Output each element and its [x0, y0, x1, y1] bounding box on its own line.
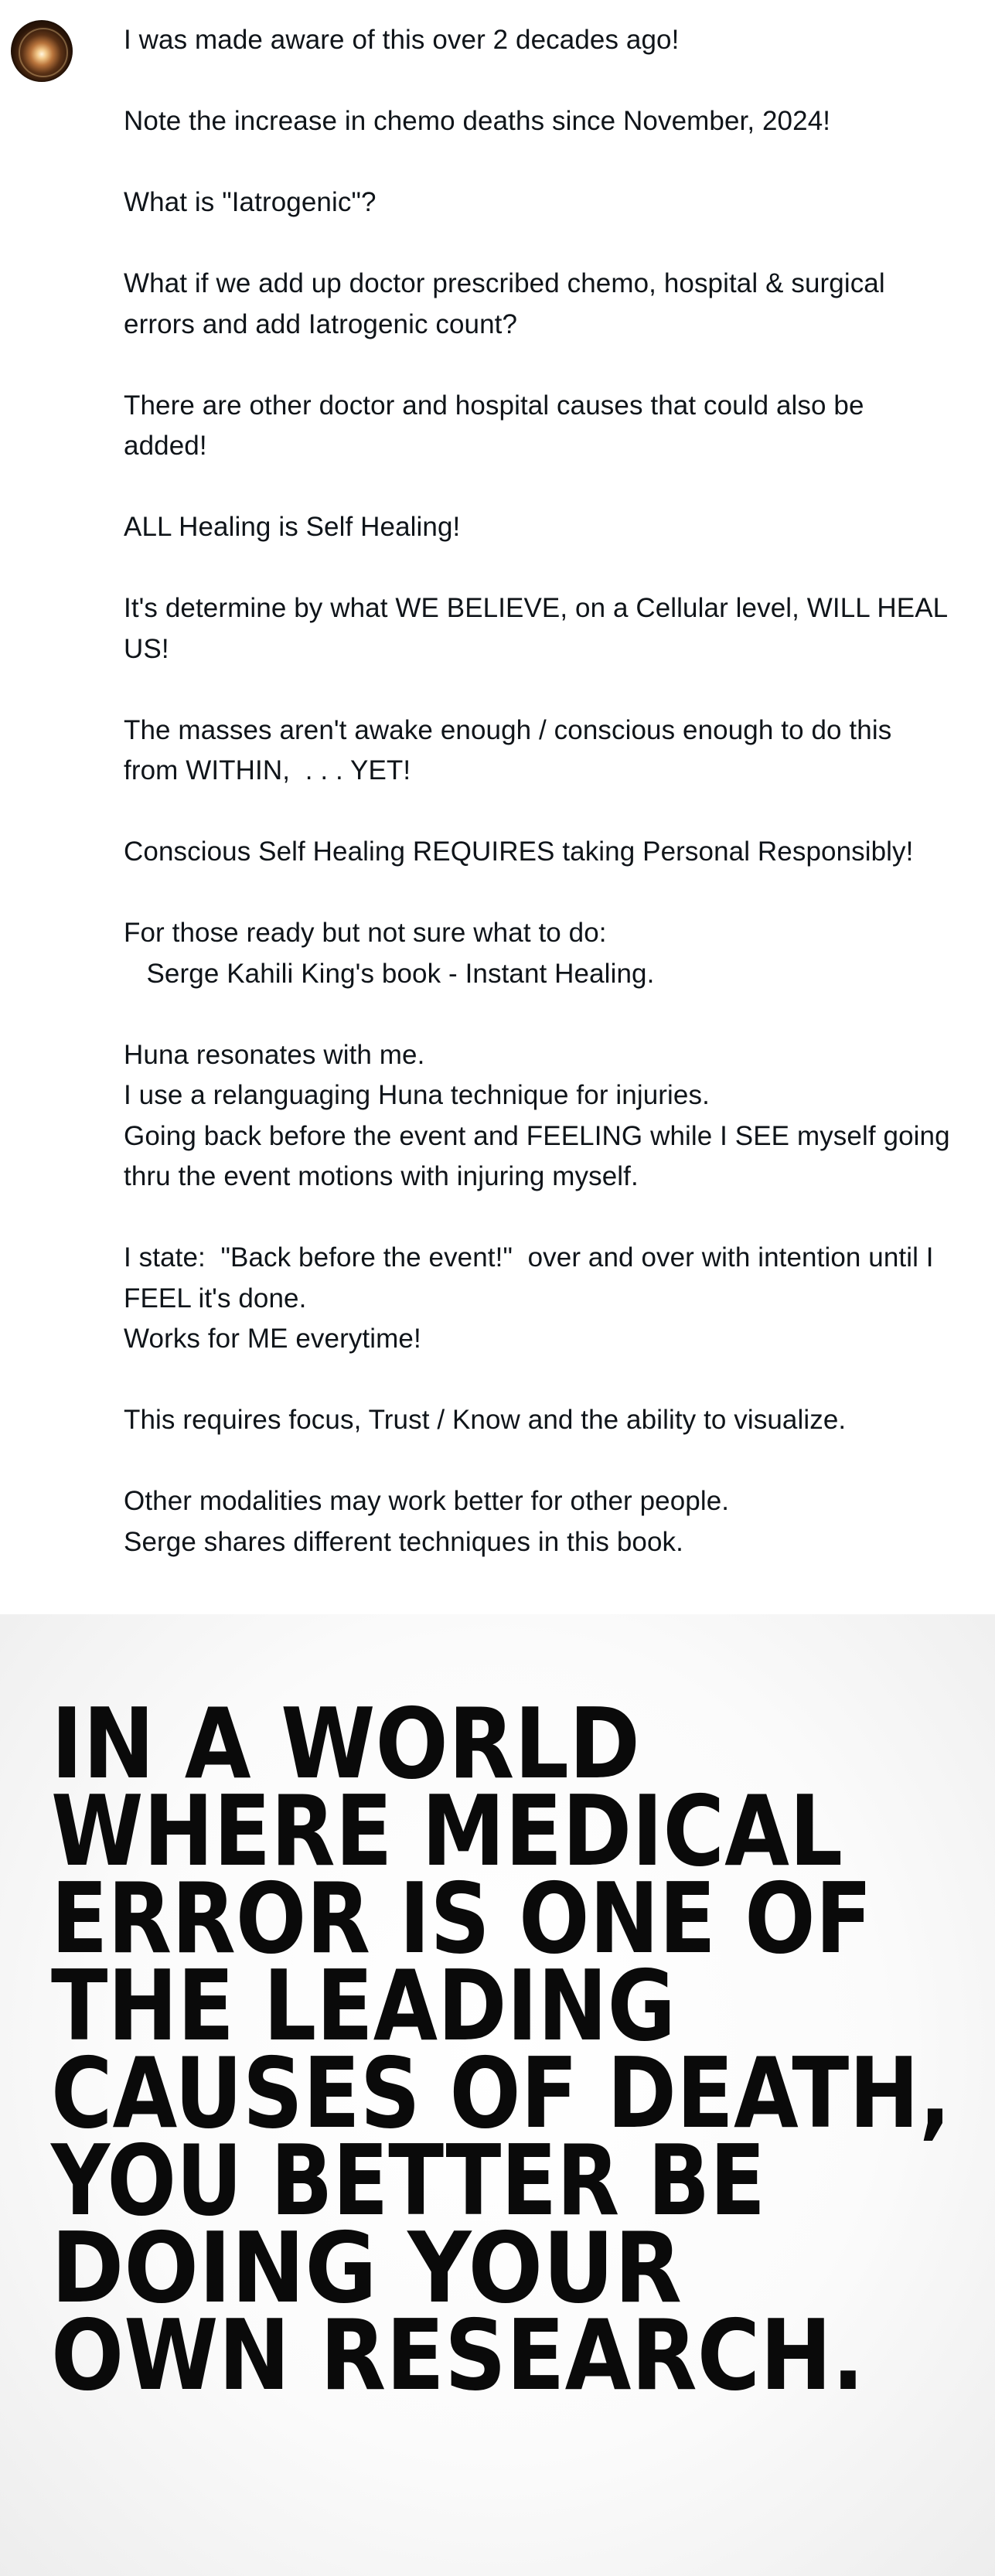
post-paragraph	[124, 182, 974, 223]
post-paragraph	[124, 588, 974, 670]
post-text-line: thru the event motions with injuring myself.	[124, 1161, 639, 1191]
post-body	[124, 20, 974, 1562]
post-paragraph	[124, 913, 974, 994]
meme-text-line: YOU BETTER BE	[49, 2124, 765, 2237]
post-text-line: Note the increase in chemo deaths since November, 2024!	[124, 106, 831, 136]
post-text-line: For those ready but not sure what to do:	[124, 918, 607, 948]
post-paragraph	[124, 1400, 974, 1441]
post-text-line: I state: "Back before the event!" over and over with intention until I	[124, 1242, 934, 1273]
post-text-line: added!	[124, 431, 207, 461]
post-text-line: Serge shares different techniques in this book.	[124, 1526, 683, 1557]
post-paragraph	[124, 507, 974, 548]
post-text-line: The masses aren't awake enough / conscious enough to do this	[124, 714, 892, 745]
post-paragraph	[124, 832, 974, 873]
post-text-line: FEEL it's done.	[124, 1283, 307, 1314]
post-image[interactable]	[0, 1614, 995, 2576]
meme-image	[0, 1614, 995, 2576]
post-text-line: errors and add Iatrogenic count?	[124, 308, 518, 339]
post-text-line: What if we add up doctor prescribed chemo, hospital & surgical	[124, 268, 885, 298]
post-text-line: from WITHIN, . . . YET!	[124, 755, 411, 785]
post-paragraph	[124, 20, 974, 61]
post-paragraph	[124, 386, 974, 467]
post-text-line: Works for ME everytime!	[124, 1324, 421, 1354]
post-paragraph	[124, 1481, 974, 1562]
meme-text-line: IN A WORLD	[51, 1687, 640, 1801]
meme-text-line: DOING YOUR	[51, 2211, 682, 2325]
post-text-line: Conscious Self Healing REQUIRES taking Personal Responsibly!	[124, 837, 914, 867]
post-text-line: Other modalities may work better for other people.	[124, 1486, 730, 1516]
meme-text-line: ERROR IS ONE OF	[51, 1862, 872, 1975]
meme-text-line: CAUSES OF DEATH,	[51, 2036, 951, 2150]
post-text-line: Going back before the event and FEELING while I SEE myself going	[124, 1120, 950, 1151]
meme-text-line: WHERE MEDICAL	[51, 1774, 843, 1888]
post-text-line: Huna resonates with me.	[124, 1039, 425, 1070]
post-text-line: What is "Iatrogenic"?	[124, 187, 377, 217]
post-text-line: ALL Healing is Self Healing!	[124, 512, 461, 542]
post-text-line: There are other doctor and hospital causes that could also be	[124, 390, 864, 421]
post-text-line: It's determine by what WE BELIEVE, on a Cellular level, WILL HEAL	[124, 593, 949, 623]
post-text-line: US!	[124, 633, 169, 664]
post-paragraph	[124, 1238, 974, 1360]
post-text-line: I was made aware of this over 2 decades ago!	[124, 25, 680, 55]
post-paragraph	[124, 710, 974, 792]
post-paragraph	[124, 101, 974, 142]
post-text-line: Serge Kahili King's book - Instant Healing.	[124, 958, 655, 989]
avatar-glow	[19, 28, 68, 77]
post-paragraph	[124, 1035, 974, 1198]
avatar[interactable]	[11, 20, 73, 82]
post-paragraph	[124, 264, 974, 345]
meme-text-line: OWN RESEARCH.	[51, 2298, 864, 2412]
meme-text-line: THE LEADING	[51, 1949, 676, 2063]
post-text-line: I use a relanguaging Huna technique for injuries.	[124, 1080, 710, 1110]
post-text-line: This requires focus, Trust / Know and the ability to visualize.	[124, 1405, 847, 1435]
